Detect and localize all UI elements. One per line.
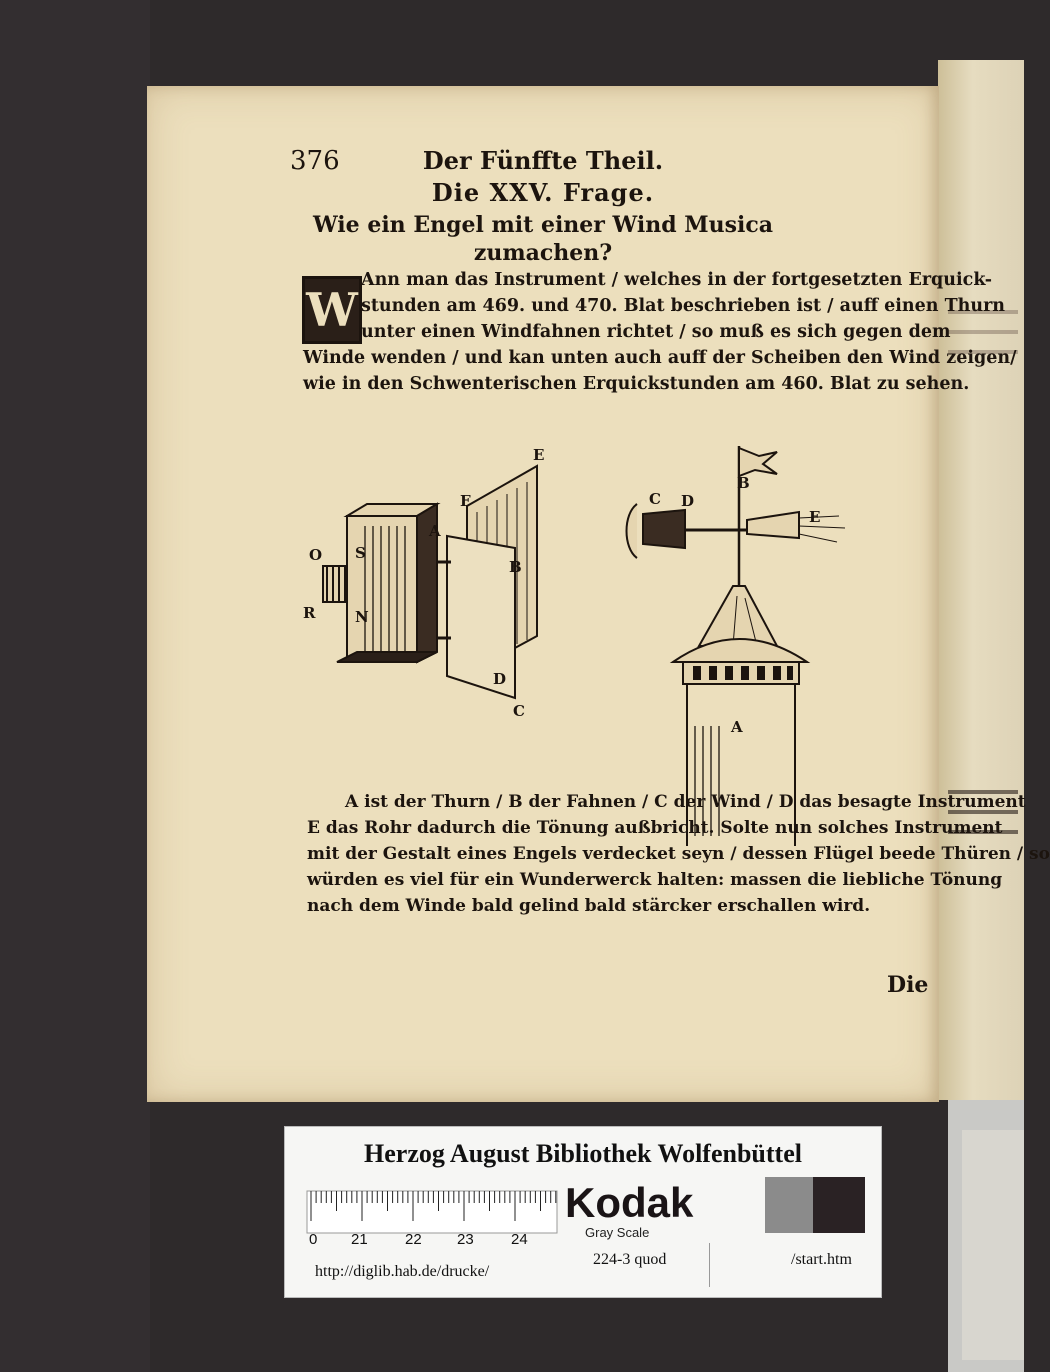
bleed-through-line [948,330,1018,334]
dark-background [0,0,150,1372]
label-B-left: B [509,558,522,576]
page-number: 376 [290,146,340,176]
label-O-left: O [309,546,323,564]
catchword: Die [887,972,929,998]
caption-line: mit der Gestalt eines Engels verdecket seyn / dessen Flügel beede Thüren / so [307,844,1050,864]
call-number: 224-3 quod [593,1251,667,1268]
label-A-left: A [429,522,441,540]
facing-page-edge [938,60,1024,1100]
measurement-ruler [307,1191,557,1233]
body-line: unter einen Windfahnen richtet / so muß es sich gegen dem [361,322,951,342]
caption-line: nach dem Winde bald gelind bald stärcker erschallen wird. [307,896,871,916]
label-R-left: R [303,604,316,622]
dark-swatch [813,1177,865,1233]
library-name: Herzog August Bibliothek Wolfenbüttel [364,1139,802,1168]
label-D-left: D [493,670,507,688]
label-E-left: E [533,446,545,464]
ruler-number: 22 [405,1231,422,1248]
question-subtitle-line1: Wie ein Engel mit einer Wind Musica [312,212,773,238]
gray-swatch [765,1177,813,1233]
label-S-left: S [355,544,366,562]
ruler-numbers [307,1231,557,1251]
label-C-left: C [513,702,525,720]
ruler-number: 24 [511,1231,528,1248]
question-heading: Die XXV. Frage. [431,178,655,207]
body-line: Winde wenden / und kan unten auch auff der Scheiben den Wind zeigen/ [303,348,1017,368]
ruler-number: 0 [309,1231,318,1248]
caption-line: A ist der Thurn / B der Fahnen / C der Wind / D das besagte Instrument [345,792,1026,812]
adjacent-target-card [948,1100,1024,1372]
book-page [147,86,1050,1102]
label-C-right: C [649,490,661,508]
caption-line: E das Rohr dadurch die Tönung außbricht. Solte nun solches Instrument [307,818,1003,838]
label-F-left: F [460,492,471,510]
label-D-right: D [681,492,695,510]
ruler-number: 21 [351,1231,368,1248]
start-path: /start.htm [791,1251,852,1268]
adjacent-target-strip [962,1130,1024,1360]
brand-logo: Kodak [565,1179,694,1226]
body-line: Ann man das Instrument / welches in der fortgesetzten Erquick- [361,270,992,290]
body-line: wie in den Schwenterischen Erquickstunden am 460. Blat zu sehen. [303,374,970,394]
brand-subtitle: Gray Scale [585,1225,650,1240]
caption-line: würden es viel für ein Wunderwerck halten: massen die liebliche Tönung [307,870,1003,890]
label-E-right: E [809,508,821,526]
woodcut-illustration [303,426,857,766]
label-A-right: A [731,718,743,736]
divider [709,1243,710,1287]
ruler-number: 23 [457,1231,474,1248]
box-instrument-figure [323,466,537,698]
label-B-right: B [737,474,750,492]
body-line: stunden am 469. und 470. Blat beschrieben ist / auff einen Thurn [361,296,1006,316]
label-N-left: N [355,608,369,626]
question-subtitle-line2: zumachen? [473,240,613,266]
decorated-initial: W [302,276,362,344]
color-target-card [284,1126,882,1298]
running-head: Der Fünffte Theil. [422,146,664,175]
catalog-url: http://diglib.hab.de/drucke/ [315,1263,490,1280]
